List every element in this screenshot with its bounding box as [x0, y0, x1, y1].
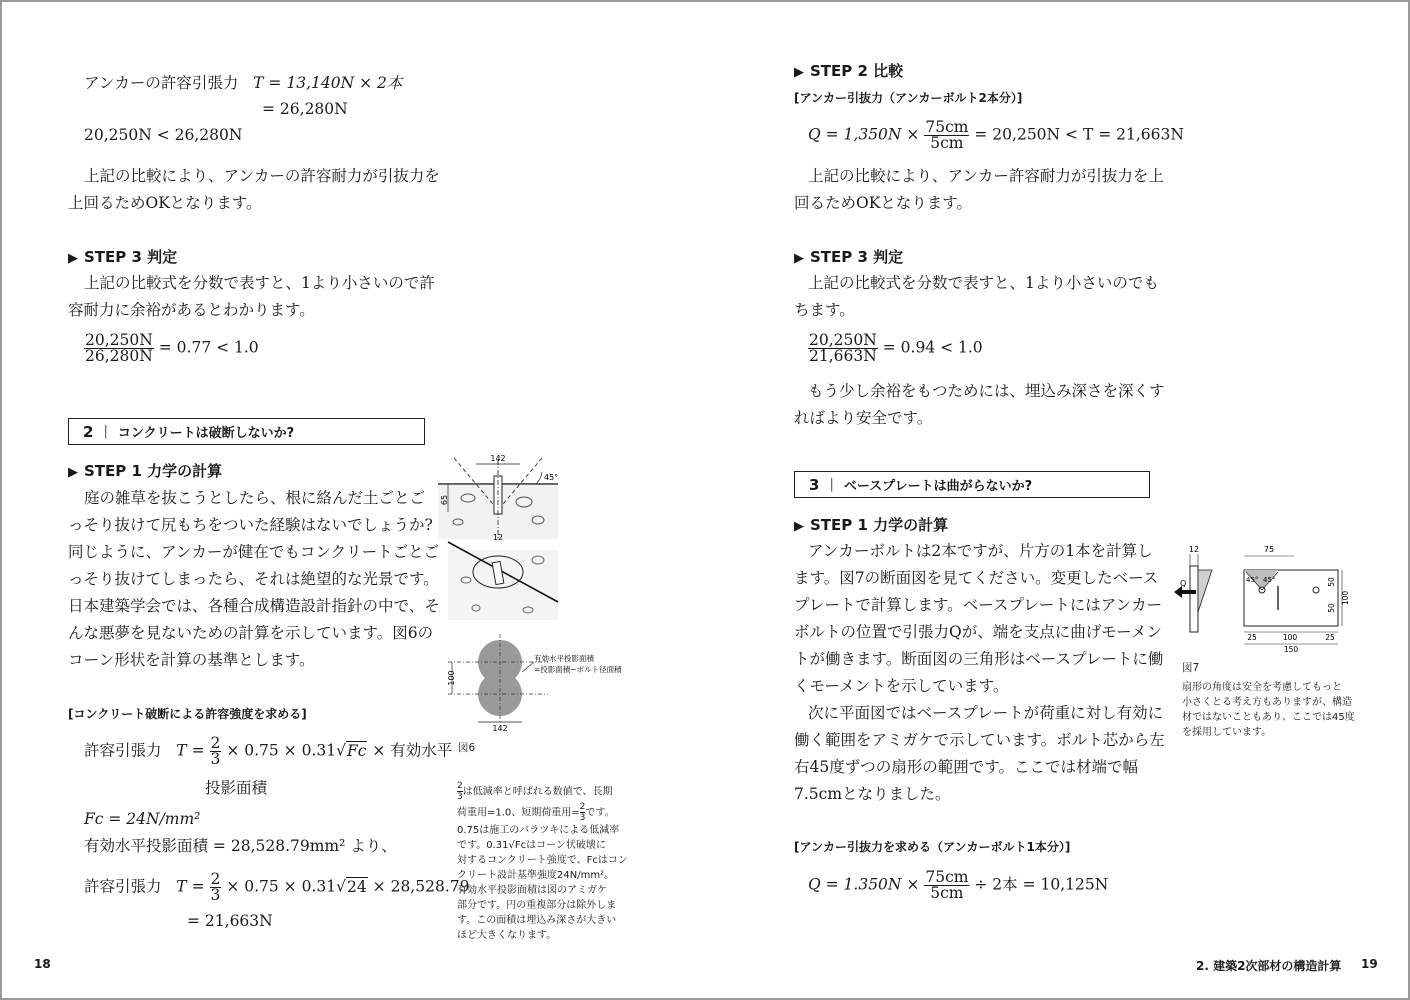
paragraph-line: 日本建築学会では、各種合成構造設計指針の中で、そ — [68, 597, 440, 615]
paragraph-line: 次に平面図ではベースプレートが荷重に対し有効に — [808, 704, 1164, 722]
bracket-heading: [アンカー引抜力（アンカーボルト2本分）] — [794, 91, 1023, 105]
paragraph-line: くモーメントを示しています。 — [794, 677, 1009, 695]
dim-100: 100 — [447, 670, 456, 686]
paragraph-line: ればより安全です。 — [794, 409, 933, 427]
figure-6-caption: 図6 — [458, 742, 476, 754]
step1-heading: ▶ STEP 1 力学の計算 — [68, 462, 223, 480]
paragraph-line: 庭の雑草を抜こうとしたら、根に絡んだ土ごとご — [84, 489, 426, 507]
paragraph-line: んな悪夢を見ないための計算を示しています。図6の — [68, 624, 434, 642]
paragraph-line: ます。図7の断面図を見てください。変更したベース — [794, 569, 1159, 587]
angle-1: 45° — [1246, 576, 1259, 584]
paragraph-line: プレートで計算します。ベースプレートにはアンカー — [794, 596, 1163, 614]
figure-7-caption: 図7 — [1182, 662, 1200, 674]
step1-heading-right: ▶ STEP 1 力学の計算 — [794, 516, 949, 534]
anchor-tension-line1: アンカーの許容引張力 T = 13,140N × 2本 — [84, 74, 403, 92]
ratio-equation: $\frac{20,250N}{26,280N}$ = 0.77 < 1.0 — [85, 331, 259, 365]
dim-142-top: 142 — [490, 454, 506, 463]
paragraph-line: 上記の比較により、アンカーの許容耐力が引抜力を — [84, 167, 440, 185]
q-equation-1: Q = 1,350N × $\frac{75cm}{5cm}$ = 20,250N < T = 21,663N — [808, 118, 1184, 152]
step3-heading-right: ▶ STEP 3 判定 — [794, 248, 904, 266]
paragraph-line: 働く範囲をアミガケで示しています。ボルト芯から左 — [794, 731, 1165, 749]
paragraph-line: コーン形状を計算の基準とします。 — [68, 651, 315, 669]
tension-equation-1-cont: 投影面積 — [205, 779, 268, 797]
section-3-heading: 3 | ベースプレートは曲がらないか? — [794, 471, 1150, 498]
fc-value: Fc = 24N/mm² — [84, 810, 201, 828]
dim-65: 65 — [440, 494, 449, 506]
paragraph-line: 同じように、アンカーが健在でもコンクリートごとご — [68, 543, 440, 561]
dim-75: 75 — [1263, 545, 1275, 554]
dim-142-bottom: 142 — [492, 724, 508, 733]
bracket-heading: [アンカー引抜力を求める（アンカーボルト1本分）] — [794, 840, 1071, 854]
figure-7-baseplate-diagram — [1166, 540, 1350, 655]
dim-150: 150 — [1283, 645, 1299, 654]
paragraph-line: 右45度ずつの扇形の範囲です。ここでは材端で幅 — [794, 758, 1138, 776]
angle-45: 45° — [544, 473, 559, 482]
dim-25a: 25 — [1247, 633, 1257, 642]
paragraph-line: 上回るためOKとなります。 — [68, 194, 262, 212]
dim-50a: 50 — [1327, 577, 1336, 587]
paragraph-line: 上記の比較式を分数で表すと、1より小さいのでも — [808, 274, 1159, 292]
page-number-left: 18 — [34, 957, 51, 971]
bracket-heading: [コンクリート破断による許容強度を求める] — [68, 707, 307, 721]
paragraph-line: 7.5cmとなりました。 — [794, 785, 951, 803]
paragraph-line: 回るためOKとなります。 — [794, 194, 973, 212]
dim-25b: 25 — [1325, 633, 1335, 642]
tension-equation-1: 許容引張力 T = $\frac{2}{3}$ × 0.75 × 0.31√Fc × 有効水平 — [84, 734, 453, 768]
footer-chapter-title: 2. 建築2次部材の構造計算 — [1196, 959, 1342, 973]
q-label: Q — [1180, 579, 1187, 588]
paragraph-line: アンカーボルトは2本ですが、片方の1本を計算し — [808, 542, 1153, 560]
dim-100: 100 — [1341, 590, 1350, 606]
paragraph-line: っそり抜けてしまったら、それは絶望的な光景です。 — [68, 570, 439, 588]
paragraph-line: ボルトの位置で引張力Qが、端を支点に曲げモーメン — [794, 623, 1162, 641]
ratio-equation-right: $\frac{20,250N}{21,663N}$ = 0.94 < 1.0 — [809, 331, 983, 365]
angle-2: 45° — [1263, 576, 1276, 584]
step2-heading: ▶ STEP 2 比較 — [794, 62, 904, 80]
tension-result: = 21,663N — [187, 912, 273, 930]
dim-12: 12 — [492, 533, 504, 542]
paragraph-line: 上記の比較により、アンカー許容耐力が引抜力を上 — [808, 167, 1164, 185]
tension-equation-2: 許容引張力 T = $\frac{2}{3}$ × 0.75 × 0.31√24 × 28,528.79 — [84, 870, 470, 904]
paragraph-line: もう少し余裕をもつためには、埋込み深さを深くす — [808, 382, 1165, 400]
figure-7-note: 扇形の角度は安全を考慮してもっと 小さくとる考え方もありますが、構造 材ではないこともあり、ここでは45度 を採用しています。 — [1182, 682, 1355, 738]
section-2-heading: 2 | コンクリートは破断しないか? — [68, 418, 425, 445]
paragraph-line: トが働きます。断面図の三角形はベースプレートに働 — [794, 650, 1164, 668]
paragraph-line: っそり抜けて尻もちをついた経験はないでしょうか? — [68, 516, 433, 534]
q-equation-2: Q = 1.350N × $\frac{75cm}{5cm}$ ÷ 2本 = 10,125N — [808, 868, 1109, 902]
dim-50b: 50 — [1327, 603, 1336, 613]
figure-6-cone-diagram — [438, 450, 638, 740]
area-value: 有効水平投影面積 = 28,528.79mm² より、 — [84, 837, 397, 855]
anchor-compare: 20,250N < 26,280N — [84, 126, 243, 144]
dim-100b: 100 — [1282, 633, 1298, 642]
legend-line1: 有効水平投影面積 — [534, 654, 594, 663]
paragraph-line: ちます。 — [794, 301, 855, 319]
paragraph-line: 上記の比較式を分数で表すと、1より小さいので許 — [84, 274, 435, 292]
dim-12: 12 — [1188, 545, 1200, 554]
step3-heading: ▶ STEP 3 判定 — [68, 248, 178, 266]
page-number-right: 19 — [1361, 957, 1378, 971]
anchor-tension-line2: = 26,280N — [262, 100, 348, 118]
legend-line2: =投影面積−ボルト径面積 — [534, 665, 622, 674]
paragraph-line: 容耐力に余裕があるとわかります。 — [68, 301, 315, 319]
figure-6-note: $\frac{2}{3}$ は低減率と呼ばれる数値で、長期 荷重用=1.0、短期荷重用= $\frac{2}{3}$ です。 0.75は施工のバラツキによる低減率 です。0.31√Fcはコーン状破壊に 対するコンクリート強度で、Fcはコン クリート設計基準強度24N/mm²。 有効水平投影面積は図のアミガケ 部分です。円の重複部分は除外しま す。この面積は埋込み深さが大きい ほど大きくなります。 — [457, 781, 628, 941]
